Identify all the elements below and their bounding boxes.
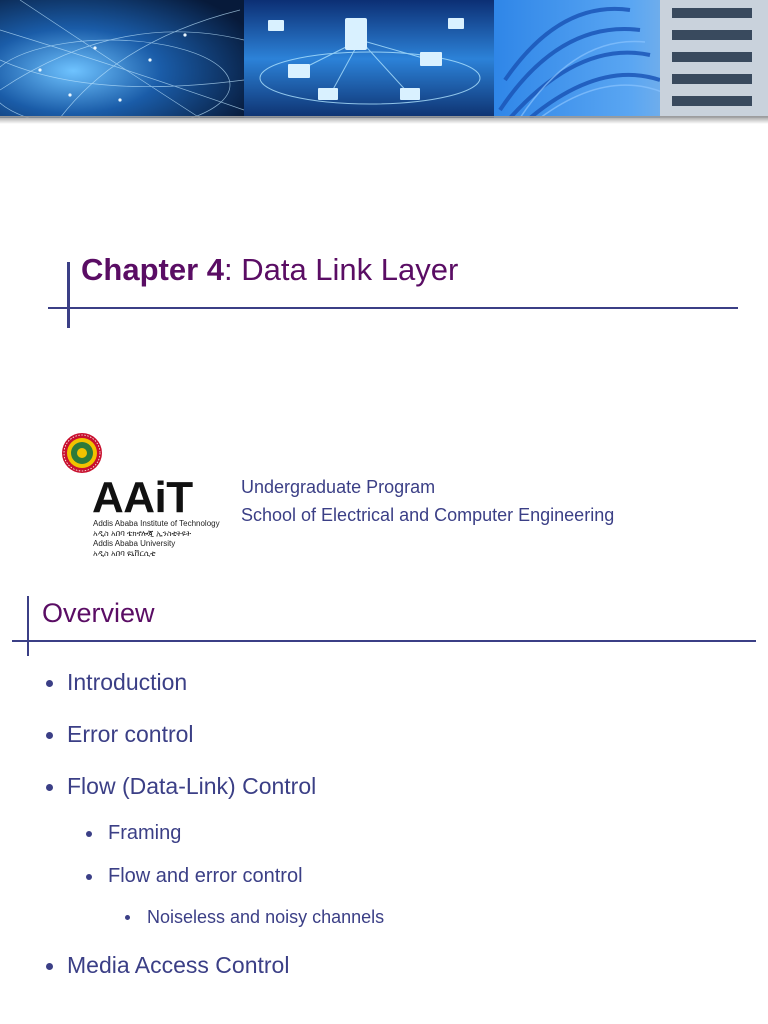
program-name: Undergraduate Program bbox=[241, 477, 436, 497]
bullet-text: Error control bbox=[67, 721, 194, 747]
bullet-dot-icon bbox=[125, 915, 130, 920]
logo-line-university: Addis Ababa University bbox=[93, 539, 176, 548]
overview-slide bbox=[0, 580, 768, 1024]
aait-logo: AAiT bbox=[92, 473, 193, 522]
school-name: School of Electrical and Computer Engineering bbox=[241, 505, 615, 525]
title-topic: : Data Link Layer bbox=[223, 252, 459, 287]
slide-title bbox=[81, 252, 458, 288]
bullet-text: Flow (Data-Link) Control bbox=[67, 773, 317, 799]
bullet-flow-and-error-control bbox=[108, 865, 303, 888]
bullet-text: Media Access Control bbox=[67, 952, 290, 978]
bullet-dot-icon bbox=[46, 784, 53, 791]
bullet-text: Framing bbox=[108, 822, 182, 844]
overview-horizontal-rule bbox=[12, 640, 756, 642]
bullet-introduction bbox=[67, 669, 187, 696]
university-seal-icon bbox=[61, 432, 103, 474]
title-horizontal-rule bbox=[48, 307, 738, 309]
logo-line-institute-amharic: አዲስ አበባ ቴክኖሎጂ ኢንስቲትዩት bbox=[93, 529, 192, 538]
bullet-dot-icon bbox=[46, 680, 53, 687]
bullet-media-access-control bbox=[67, 952, 289, 979]
bullet-dot-icon bbox=[46, 732, 53, 739]
bullet-dot-icon bbox=[86, 874, 92, 880]
bullet-text: Flow and error control bbox=[108, 865, 303, 887]
bullet-error-control bbox=[67, 721, 194, 748]
logo-line-university-amharic: አዲስ አበባ ዩኒቨርሲቲ bbox=[93, 549, 156, 558]
bullet-flow-control bbox=[67, 773, 316, 800]
header-banner-image bbox=[0, 0, 768, 118]
overview-title: Overview bbox=[42, 598, 155, 628]
overview-vertical-rule bbox=[27, 596, 29, 656]
bullet-text: Noiseless and noisy channels bbox=[147, 907, 385, 927]
banner-shadow bbox=[0, 116, 768, 124]
bullet-text: Introduction bbox=[67, 669, 188, 695]
bullet-noiseless-noisy-channels bbox=[147, 907, 384, 928]
title-vertical-rule bbox=[67, 262, 70, 328]
bullet-dot-icon bbox=[86, 831, 92, 837]
bullet-dot-icon bbox=[46, 963, 53, 970]
logo-line-institute: Addis Ababa Institute of Technology bbox=[93, 519, 220, 528]
bullet-framing bbox=[108, 822, 181, 845]
title-chapter: Chapter 4 bbox=[81, 252, 224, 287]
